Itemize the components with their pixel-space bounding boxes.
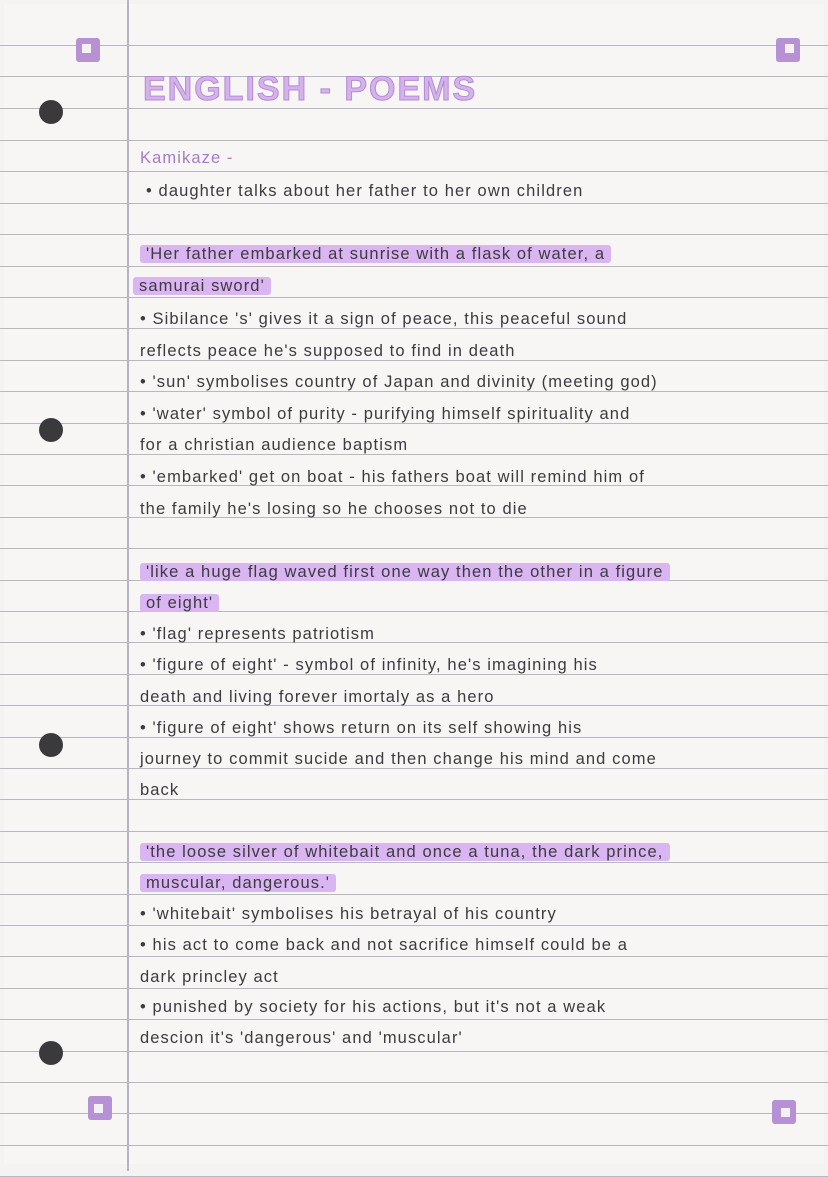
punch-hole: [39, 100, 63, 124]
page-title: ENGLISH - POEMS: [143, 70, 478, 108]
note-line: • punished by society for his actions, but it's not a weak: [140, 998, 607, 1016]
ruled-line: [0, 894, 828, 895]
ruled-line: [0, 454, 828, 455]
ruled-line: [0, 1082, 828, 1083]
quote-highlight: muscular, dangerous.': [140, 874, 336, 892]
ruled-line: [0, 1145, 828, 1146]
note-line: descion it's 'dangerous' and 'muscular': [140, 1029, 463, 1047]
note-line: • Sibilance 's' gives it a sign of peace, this peaceful sound: [140, 310, 628, 328]
note-line: • 'sun' symbolises country of Japan and divinity (meeting god): [140, 373, 658, 391]
note-line: • 'water' symbol of purity - purifying himself spirituality and: [140, 405, 631, 423]
ruled-line: [0, 956, 828, 957]
ruled-line: [0, 203, 828, 204]
ruled-line: [0, 799, 828, 800]
ruled-line: [0, 611, 828, 612]
ruled-line: [0, 1051, 828, 1052]
margin-line: [127, 0, 129, 1171]
quote-highlight: of eight': [140, 594, 219, 612]
quote-highlight: 'Her father embarked at sunrise with a flask of water, a: [140, 245, 611, 263]
note-line: • 'figure of eight' - symbol of infinity, he's imagining his: [140, 656, 598, 674]
note-line: death and living forever imortaly as a hero: [140, 688, 495, 706]
corner-mark-icon: [88, 1096, 112, 1120]
ruled-line: [0, 831, 828, 832]
quote-highlight: 'the loose silver of whitebait and once a tuna, the dark prince,: [140, 843, 670, 861]
ruled-line: [0, 171, 828, 172]
punch-hole: [39, 418, 63, 442]
note-line: • 'flag' represents patriotism: [140, 625, 375, 643]
ruled-line: [0, 988, 828, 989]
punch-hole: [39, 733, 63, 757]
note-line: back: [140, 781, 180, 799]
ruled-line: [0, 642, 828, 643]
ruled-line: [0, 45, 828, 46]
ruled-line: [0, 925, 828, 926]
ruled-line: [0, 266, 828, 267]
note-line: • his act to come back and not sacrifice himself could be a: [140, 936, 628, 954]
note-line: journey to commit sucide and then change his mind and come: [140, 750, 657, 768]
quote-highlight: 'like a huge flag waved first one way then the other in a figure: [140, 563, 670, 581]
note-line: the family he's losing so he chooses not to die: [140, 500, 528, 518]
poem-heading: Kamikaze -: [140, 149, 234, 167]
note-line: • 'embarked' get on boat - his fathers boat will remind him of: [140, 468, 645, 486]
corner-mark-icon: [776, 38, 800, 62]
ruled-line: [0, 297, 828, 298]
ruled-line: [0, 1113, 828, 1114]
corner-mark-icon: [76, 38, 100, 62]
ruled-line: [0, 1019, 828, 1020]
corner-mark-icon: [772, 1100, 796, 1124]
ruled-line: [0, 862, 828, 863]
note-line: reflects peace he's supposed to find in death: [140, 342, 516, 360]
note-line: dark princley act: [140, 968, 279, 986]
note-line: for a christian audience baptism: [140, 436, 409, 454]
punch-hole: [39, 1041, 63, 1065]
ruled-line: [0, 548, 828, 549]
quote-highlight: samurai sword': [133, 277, 271, 295]
ruled-line: [0, 140, 828, 141]
note-line: • 'figure of eight' shows return on its self showing his: [140, 719, 583, 737]
ruled-line: [0, 234, 828, 235]
note-line: • daughter talks about her father to her own children: [146, 182, 584, 200]
note-line: • 'whitebait' symbolises his betrayal of his country: [140, 905, 557, 923]
